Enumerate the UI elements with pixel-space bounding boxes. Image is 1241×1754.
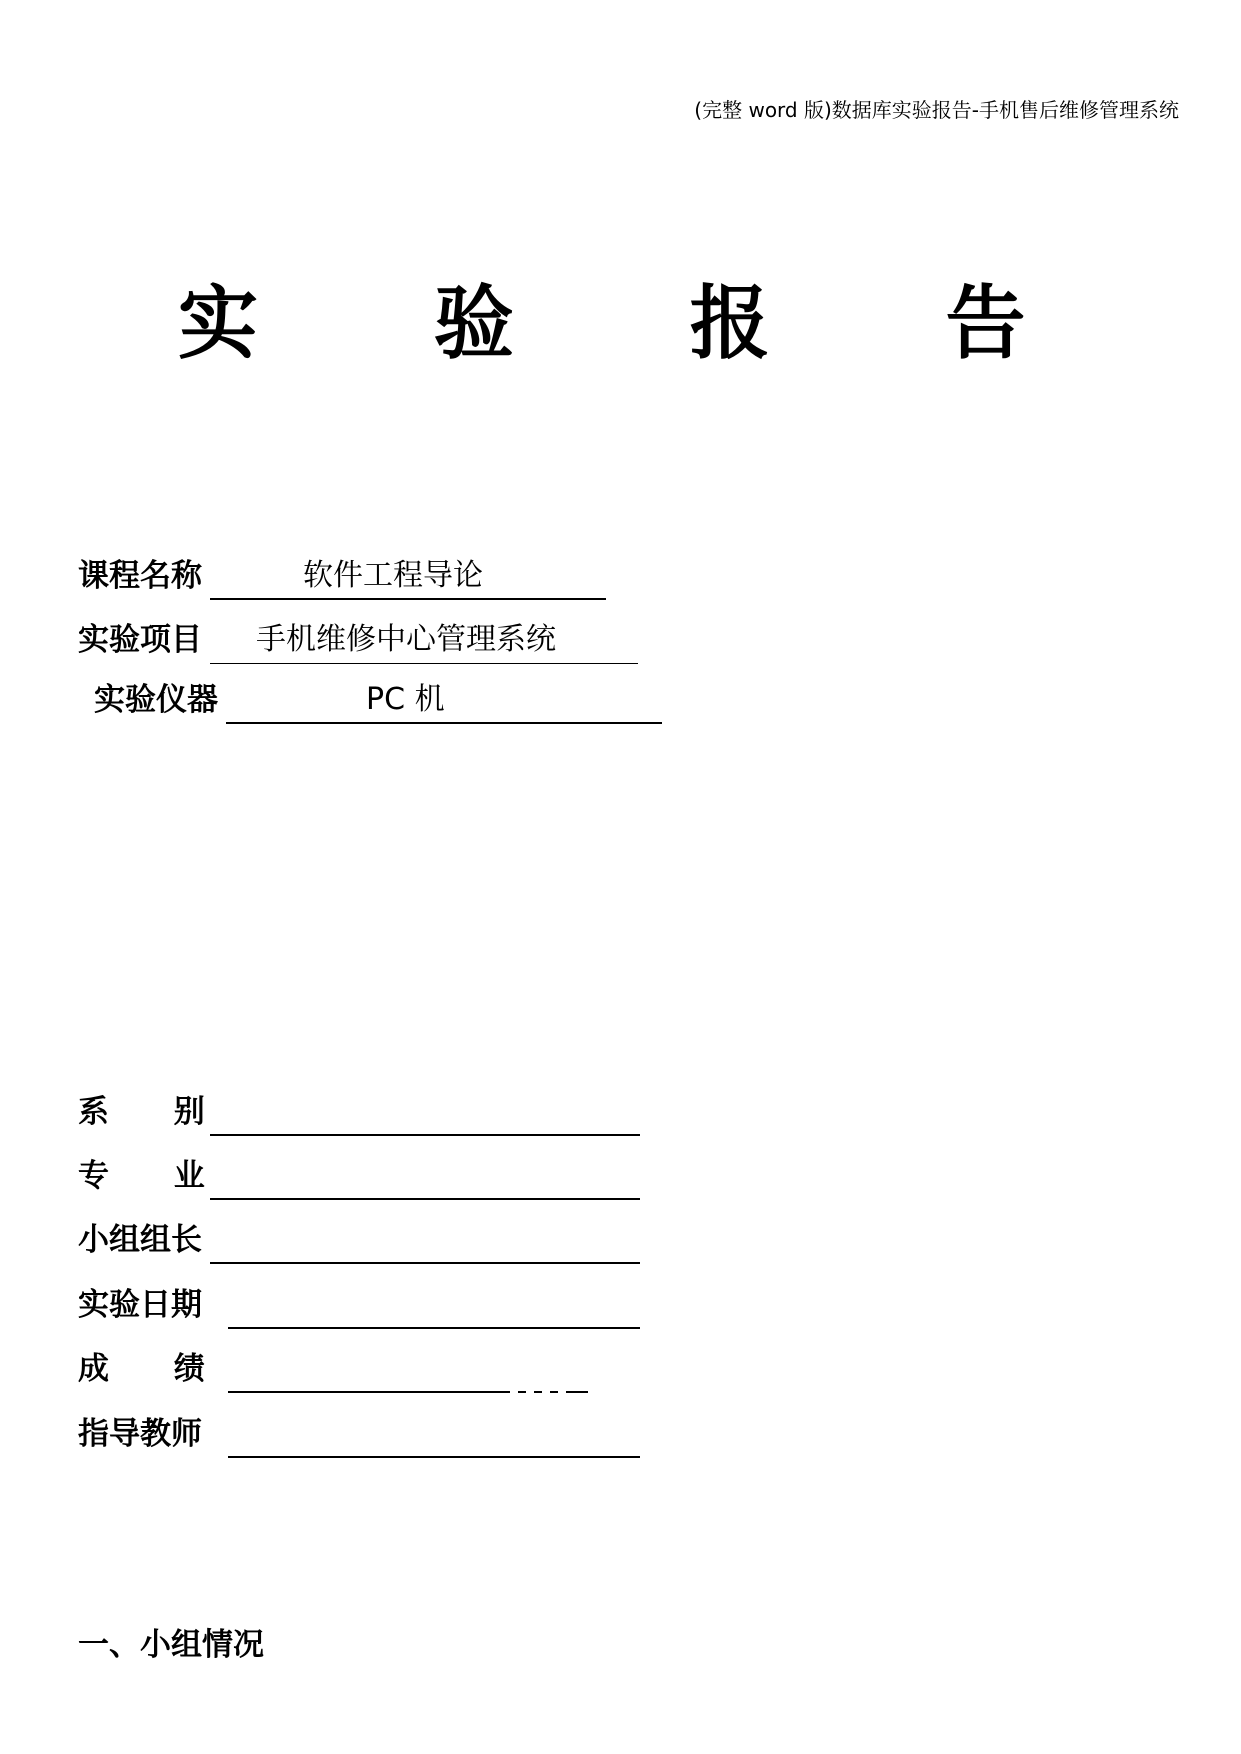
- date-underline: [228, 1287, 640, 1329]
- grade-underline-segment: [518, 1391, 526, 1393]
- advisor-field: [78, 1418, 678, 1458]
- course-name-field: [78, 560, 638, 600]
- instrument-field: [94, 684, 694, 724]
- course-name-value: 软件工程导论: [303, 558, 483, 593]
- date-field: [78, 1289, 678, 1329]
- advisor-label: 指导教师: [78, 1416, 202, 1452]
- department-underline: [210, 1094, 640, 1136]
- grade-underline: [228, 1391, 510, 1393]
- grade-field: [78, 1353, 678, 1393]
- major-underline: [210, 1158, 640, 1200]
- major-field: [78, 1160, 678, 1200]
- project-field: [78, 624, 678, 664]
- group-leader-underline: [210, 1222, 640, 1264]
- group-leader-field: [78, 1224, 678, 1264]
- instrument-value: PC 机: [366, 682, 445, 717]
- project-label: 实验项目: [78, 622, 202, 658]
- group-leader-label: 小组组长: [78, 1222, 202, 1258]
- grade-underline-segment: [534, 1391, 542, 1393]
- grade-underline-segment: [550, 1391, 558, 1393]
- grade-label: 成 绩: [78, 1351, 205, 1387]
- grade-underline-segment: [566, 1391, 588, 1393]
- major-label: 专 业: [78, 1158, 205, 1194]
- instrument-label: 实验仪器: [94, 682, 218, 718]
- date-label: 实验日期: [78, 1287, 202, 1323]
- main-title: 实 验 报 告: [178, 276, 1100, 370]
- section-heading-group-status: 一、小组情况: [78, 1627, 264, 1663]
- department-field: [78, 1096, 678, 1136]
- project-value: 手机维修中心管理系统: [256, 622, 556, 657]
- course-name-label: 课程名称: [78, 558, 202, 594]
- advisor-underline: [228, 1416, 640, 1458]
- department-label: 系 别: [78, 1094, 205, 1130]
- page-header: (完整 word 版)数据库实验报告-手机售后维修管理系统: [694, 98, 1179, 122]
